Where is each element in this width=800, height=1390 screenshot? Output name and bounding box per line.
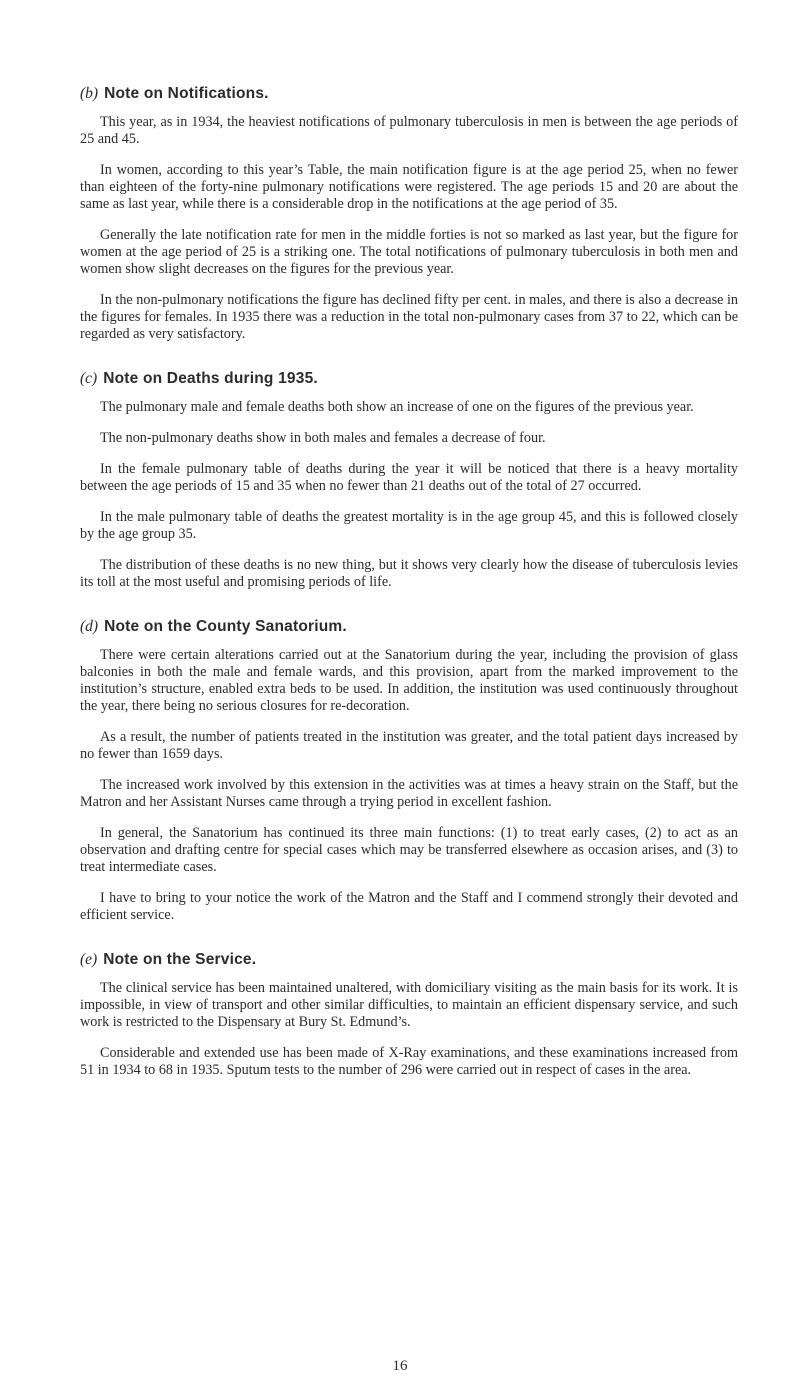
paragraph: The non-pulmonary deaths show in both males and females a decrease of four. xyxy=(100,430,546,446)
paragraph: The pulmonary male and female deaths both show an increase of one on the figures of the previous year. xyxy=(100,399,694,415)
section-letter: (b) xyxy=(80,85,99,102)
section-title: Note on Notifications. xyxy=(104,85,269,102)
section-sanatorium xyxy=(80,617,738,924)
section-heading xyxy=(80,950,738,970)
section-heading xyxy=(80,84,738,104)
section-letter: (c) xyxy=(80,370,98,387)
section-letter: (d) xyxy=(80,618,99,635)
section-letter: (e) xyxy=(80,951,98,968)
section-title: Note on the Service. xyxy=(103,951,257,968)
paragraph: This year, as in 1934, the heaviest notifications of pulmonary tuberculosis in men is between the age periods of 25 and 45. xyxy=(80,114,738,147)
paragraph: As a result, the number of patients treated in the institution was greater, and the total patient days increased by no fewer than 1659 days. xyxy=(80,729,738,762)
paragraph: The distribution of these deaths is no new thing, but it shows very clearly how the disease of tuberculosis levies its toll at the most useful and promising periods of life. xyxy=(80,557,738,590)
section-title: Note on Deaths during 1935. xyxy=(103,370,318,387)
section-deaths xyxy=(80,369,738,591)
section-title: Note on the County Sanatorium. xyxy=(104,618,347,635)
paragraph: I have to bring to your notice the work of the Matron and the Staff and I commend strongly their devoted and efficient service. xyxy=(80,890,738,923)
paragraph: In the male pulmonary table of deaths the greatest mortality is in the age group 45, and this is followed closely by the age group 35. xyxy=(80,509,738,542)
section-heading xyxy=(80,617,738,637)
paragraph: The increased work involved by this extension in the activities was at times a heavy strain on the Staff, but the Matron and her Assistant Nurses came through a trying period in excellent fashion. xyxy=(80,777,738,810)
paragraph: In the non-pulmonary notifications the figure has declined fifty per cent. in males, and there is also a decrease in the figures for females. In 1935 there was a reduction in the total non-pulmonary cases from 37 to 22, which can be regarded as very satisfactory. xyxy=(80,292,738,342)
paragraph: Generally the late notification rate for men in the middle forties is not so marked as last year, but the figure for women at the age period of 25 is a striking one. The total notifications of pulmonary tuberculosis in both men and women show slight decreases on the figures for the previous year. xyxy=(80,227,738,277)
paragraph: Considerable and extended use has been made of X-Ray examinations, and these examinations increased from 51 in 1934 to 68 in 1935. Sputum tests to the number of 296 were carried out in respect of cases in the area. xyxy=(80,1045,738,1078)
section-service xyxy=(80,950,738,1079)
paragraph: There were certain alterations carried out at the Sanatorium during the year, including the provision of glass balconies in both the male and female wards, and this provision, apart from the marked improvement to the institution’s structure, enabled extra beds to be used. In addition, the institution was used continuously throughout the year, there being no serious closures for re-decoration. xyxy=(80,647,738,714)
section-heading xyxy=(80,369,738,389)
section-notifications xyxy=(80,84,738,343)
paragraph: The clinical service has been maintained unaltered, with domiciliary visiting as the main basis for its work. It is impossible, in view of transport and other similar difficulties, to maintain an efficient dispensary service, and such work is restricted to the Dispensary at Bury St. Edmund’s. xyxy=(80,980,738,1030)
paragraph: In general, the Sanatorium has continued its three main functions: (1) to treat early cases, (2) to act as an observation and drafting centre for special cases which may be transferred elsewhere as occasion arises, and (3) to treat intermediate cases. xyxy=(80,825,738,875)
page-number: 16 xyxy=(392,1358,408,1374)
paragraph: In the female pulmonary table of deaths during the year it will be noticed that there is a heavy mortality between the age periods of 15 and 35 when no fewer than 21 deaths out of the total of 27 occurred. xyxy=(80,461,738,494)
paragraph: In women, according to this year’s Table, the main notification figure is at the age period 25, when no fewer than eighteen of the forty-nine pulmonary notifications were registered. The age periods 15 and 20 are about the same as last year, while there is a considerable drop in the notifications at the age period of 35. xyxy=(80,162,738,212)
document-body xyxy=(80,84,738,1105)
